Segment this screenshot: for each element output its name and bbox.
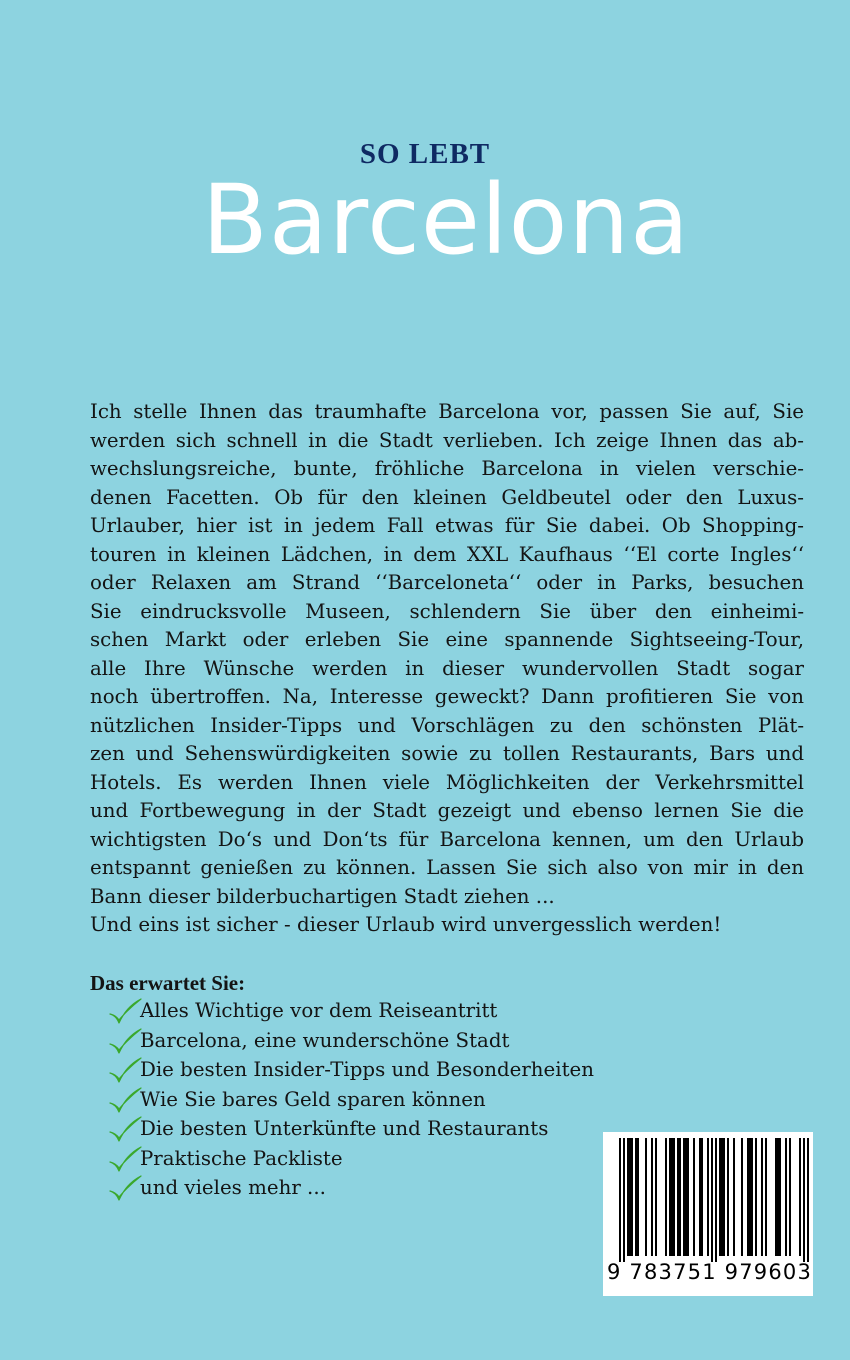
barcode-bar [789,1138,791,1256]
barcode-bar [651,1138,653,1256]
feature-text: Wie Sie bares Geld sparen können [140,1087,486,1111]
barcode-bar [623,1138,625,1262]
features-heading: Das erwartet Sie: [90,971,246,995]
checkmark-icon [108,1028,142,1056]
blurb-line: alle Ihre Wünsche werden in dieser wundervollen Stadt sogar [90,656,804,680]
barcode-bar [629,1138,631,1256]
barcode-bar [775,1138,777,1256]
blurb-line: schen Markt oder erleben Sie eine spannende Sightseeing-Tour, [90,628,804,651]
barcode-bar [751,1138,753,1256]
blurb-line: zen und Sehenswürdigkeiten sowie zu tollen Restaurants, Bars und [90,742,804,765]
feature-text: Die besten Insider-Tipps und Besonderheiten [140,1058,594,1081]
blurb-line: entspannt genießen zu können. Lassen Sie sich also von mir in den [90,856,804,879]
barcode-bar [761,1138,763,1256]
barcode-bar [671,1138,673,1256]
blurb-line: und Fortbewegung in der Stadt gezeigt und ebenso lernen Sie die [90,799,804,822]
blurb-line: wechslungsreiche, bunte, fröhliche Barcelona in vielen verschie- [90,457,804,480]
barcode-bar [733,1138,735,1256]
isbn-number: 9 783751 979603 [607,1260,813,1284]
barcode-bar [699,1138,701,1256]
barcode-bar [741,1138,743,1256]
feature-item [108,1114,594,1144]
blurb-line: noch übertroffen. Na, Interesse geweckt? Dann profitieren Sie von [90,685,804,708]
barcode-bar [673,1138,675,1256]
barcode-bar [779,1138,781,1256]
checkmark-icon [108,1175,142,1203]
barcode-bar [677,1138,679,1256]
isbn-barcode [603,1132,813,1296]
feature-text: Alles Wichtige vor dem Reiseantritt [140,999,498,1022]
barcode-bar [645,1138,647,1256]
blurb-line: Hotels. Es werden Ihnen viele Möglichkeiten der Verkehrsmittel [90,770,804,794]
blurb-line: wichtigsten Do‘s und Don‘ts für Barcelona kennen, um den Urlaub [90,827,804,851]
features-list [108,996,594,1203]
barcode-bar [687,1138,689,1256]
barcode-bar [721,1138,723,1256]
blurb-line: Sie eindrucksvolle Museen, schlendern Sie über den einheimi- [90,599,804,623]
barcode-bar [637,1138,639,1256]
feature-item [108,1055,594,1085]
barcode-bar [685,1138,687,1256]
blurb-line: Bann dieser bilderbuchartigen Stadt ziehen ... [90,884,555,908]
book-subtitle: SO LEBT [359,138,491,170]
barcode-bar [755,1138,757,1256]
book-title: Barcelona [202,164,690,276]
barcode-bar [635,1138,637,1256]
barcode-bar [619,1138,621,1262]
feature-text: und vieles mehr ... [140,1176,326,1199]
barcode-bar [727,1138,729,1256]
blurb-line: Ich stelle Ihnen das traumhafte Barcelona vor, passen Sie auf, Sie [90,400,804,423]
barcode-bar [747,1138,749,1256]
barcode-bar [777,1138,779,1256]
barcode-bar [807,1138,809,1262]
barcode-bar [785,1138,787,1256]
barcode-bar [679,1138,681,1256]
barcode-bars [603,1132,813,1262]
checkmark-icon [108,1116,142,1144]
feature-item [108,1085,594,1115]
blurb-line: oder Relaxen am Strand ‘‘Barceloneta‘‘ oder in Parks, besuchen [90,571,804,594]
barcode-bar [715,1138,717,1262]
feature-text: Praktische Packliste [140,1146,343,1170]
barcode-bar [723,1138,725,1256]
checkmark-icon [108,1087,142,1115]
checkmark-icon [108,1146,142,1174]
barcode-bar [749,1138,751,1256]
feature-text: Die besten Unterkünfte und Restaurants [140,1117,549,1140]
barcode-bar [627,1138,629,1256]
checkmark-icon [108,1057,142,1085]
barcode-bar [693,1138,695,1256]
barcode-bar [665,1138,667,1256]
barcode-bar [711,1138,713,1262]
blurb-text [90,398,804,940]
blurb-line: Und eins ist sicher - dieser Urlaub wird unvergesslich werden! [90,913,722,936]
checkmark-icon [108,998,142,1026]
feature-item [108,1144,594,1174]
barcode-bar [701,1138,703,1256]
barcode-bar [669,1138,671,1256]
blurb-line: Urlauber, hier ist in jedem Fall etwas für Sie dabei. Ob Shopping- [90,514,804,537]
feature-text: Barcelona, eine wunderschöne Stadt [140,1028,510,1052]
feature-item [108,1026,594,1056]
barcode-bar [799,1138,801,1256]
blurb-line: werden sich schnell in die Stadt verlieben. Ich zeige Ihnen das ab- [90,428,804,452]
blurb-line: nützlichen Insider-Tipps und Vorschlägen zu den schönsten Plät- [90,713,804,737]
feature-item [108,996,594,1026]
barcode-bar [719,1138,721,1256]
barcode-bar [707,1138,709,1256]
blurb-line: denen Facetten. Ob für den kleinen Geldbeutel oder den Luxus- [90,485,804,509]
barcode-bar [631,1138,633,1256]
feature-item [108,1173,594,1203]
barcode-bar [765,1138,767,1256]
blurb-line: touren in kleinen Lädchen, in dem XXL Kaufhaus ‘‘El corte Ingles‘‘ [90,542,804,566]
barcode-bar [655,1138,657,1256]
barcode-bar [683,1138,685,1256]
barcode-bar [803,1138,805,1262]
